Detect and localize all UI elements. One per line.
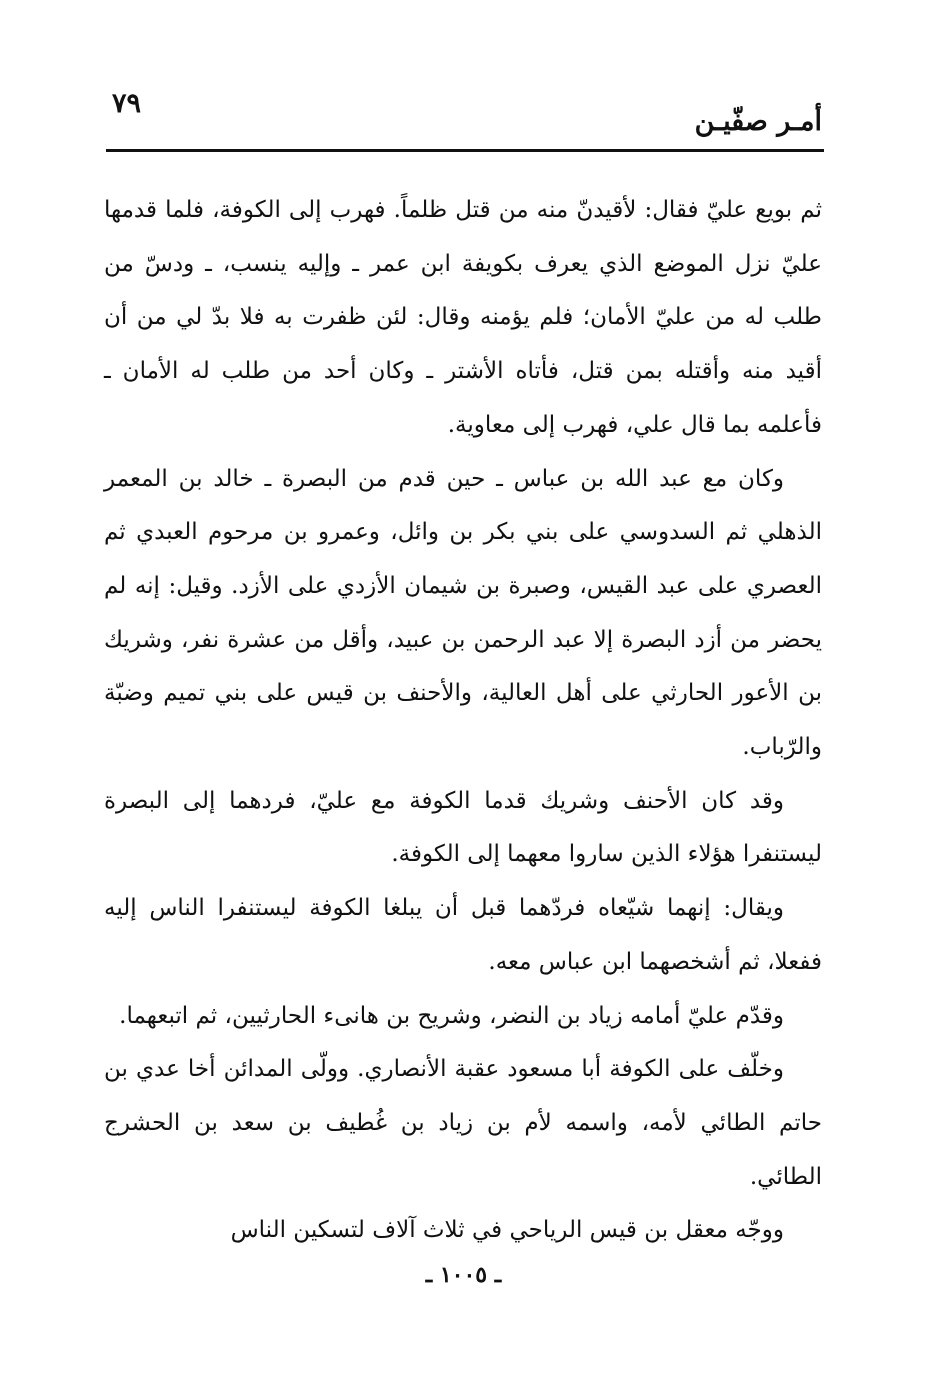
paragraph-4: ويقال: إنهما شيّعاه فردّهما قبل أن يبلغا الكوفة ليستنفرا الناس إليه ففعلا، ثم أشخصهما ابن عباس معه. [104,895,822,975]
page-header [106,80,824,154]
header-divider [106,149,824,152]
paragraph-7: ووجّه معقل بن قيس الرياحي في ثلاث آلاف لتسكين الناس [230,1217,784,1244]
footer-page-number: ـ ١٠٠٥ ـ [425,1262,502,1288]
paragraph-2: وكان مع عبد الله بن عباس ـ حين قدم من البصرة ـ خالد بن المعمر الذهلي ثم السدوسي على بني بكر بن وائل، وعمرو بن مرحوم العبدي ثم العصري على عبد القيس، وصبرة بن شيمان الأزدي على الأزد. وقيل: إنه لم يحضر من أزد البصرة إلا عبد الرحمن بن عبيد، وأقل من عشرة نفر، وشريك بن الأعور الحارثي على أهل العالية، والأحنف بن قيس على بني تميم وضبّة والرّباب. [104,465,822,761]
paragraph-6: وخلّف على الكوفة أبا مسعود عقبة الأنصاري. وولّى المدائن أخا عدي بن حاتم الطائي لأمه، واسمه لأم بن زياد بن غُطيف بن سعد بن الحشرج الطائي. [104,1056,822,1190]
chapter-title: أمـر صفّيـن [694,106,822,137]
main-text [104,184,822,1258]
paragraph-5: وقدّم عليّ أمامه زياد بن النضر، وشريح بن هانىء الحارثيين، ثم اتبعهما. [119,1002,784,1029]
paragraph-3: وقد كان الأحنف وشريك قدما الكوفة مع عليّ، فردهما إلى البصرة ليستنفرا هؤلاء الذين ساروا معهما إلى الكوفة. [104,787,822,868]
paragraph-1: ثم بويع عليّ فقال: لأقيدنّ منه من قتل ظلماً. فهرب إلى الكوفة، فلما قدمها عليّ نزل الموضع الذي يعرف بكويفة ابن عمر ـ وإليه ينسب، ـ ودسّ من طلب له من عليّ الأمان؛ فلم يؤمنه وقال: لئن ظفرت به فلا بدّ لي من أن أقيد منه وأقتله بمن قتل، فأتاه الأشتر ـ وكان أحد من طلب له الأمان ـ فأعلمه بما قال علي، فهرب إلى معاوية. [104,197,822,438]
header-page-number: ٧٩ [112,88,142,119]
